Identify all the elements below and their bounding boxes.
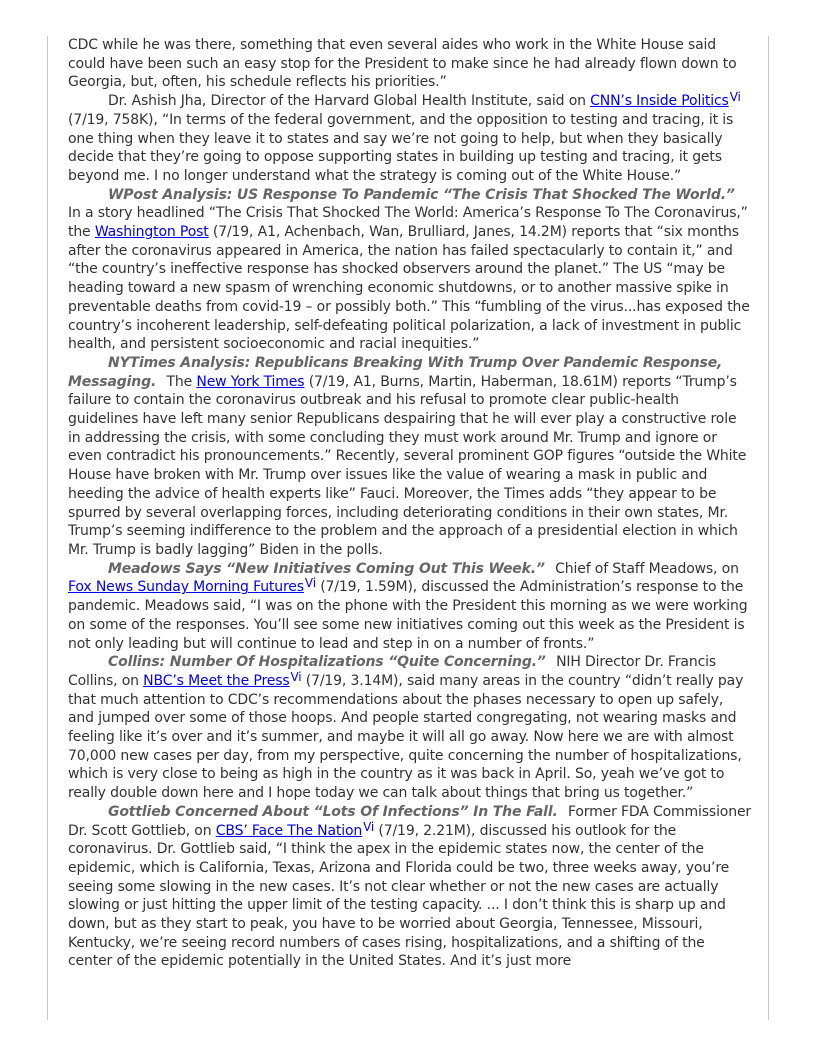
paragraph-jha-quote xyxy=(68,92,751,186)
video-indicator[interactable]: Vi xyxy=(290,669,302,684)
story-meadows xyxy=(68,560,751,654)
story-wpost-analysis xyxy=(68,186,751,354)
document-body xyxy=(68,36,751,971)
video-indicator[interactable]: Vi xyxy=(304,576,316,591)
paragraph-text: (7/19, A1, Achenbach, Wan, Brulliard, Janes, 14.2M) reports that “six months after the coronavirus appeared in America, the nation has failed spectacularly to contain it,” and “the country’s ineffective response has shocked observers around the planet.” The US “may be heading toward a new spasm of wrenching economic shutdowns, or to another massive spike in preventable deaths from covid-19 – or possibly both.” This “fumbling of the virus...has exposed the country’s incoherent leadership, self-defeating political polarization, a lack of investment in public health, and persistent socioeconomic and racial inequities.” xyxy=(68,224,750,353)
story-collins xyxy=(68,653,751,803)
source-link-fox-news-sunday[interactable]: Fox News Sunday Morning Futures xyxy=(68,579,304,596)
source-link-cnn-inside-politics[interactable]: CNN’s Inside Politics xyxy=(590,93,729,110)
source-link-cbs-face-the-nation[interactable]: CBS’ Face The Nation xyxy=(215,822,363,839)
story-headline: WPost Analysis: US Response To Pandemic “The Crisis That Shocked The World.” xyxy=(108,186,735,203)
source-link-washington-post[interactable]: Washington Post xyxy=(94,224,209,241)
paragraph-text: (7/19, 3.14M), said many areas in the country “didn’t really pay that much attention to CDC’s recommendations about the phases necessary to open up safely, and jumped over some of those hoops. And people started congregating, not wearing masks and feeling like it’s over and it’s summer, and maybe it will all go away. Now here we are with almost 70,000 new cases per day, from my perspective, quite concerning the number of hospitalizations, which is very close to being as high in the country as it was back in April. So, yeah we’ve got to really double down here and I hope today we can talk about things that bring us together.” xyxy=(68,672,744,802)
source-link-nbc-meet-the-press[interactable]: NBC’s Meet the Press xyxy=(143,672,290,689)
video-indicator[interactable]: Vi xyxy=(363,819,375,834)
source-link-new-york-times[interactable]: New York Times xyxy=(196,373,305,390)
paragraph-cdc-continuation xyxy=(68,36,751,92)
paragraph-text: Chief of Staff Meadows, on xyxy=(555,560,739,577)
paragraph-text: NIH Director Dr. Francis Collins, on xyxy=(68,654,717,689)
story-headline: Collins: Number Of Hospitalizations “Quite Concerning.” xyxy=(108,654,546,671)
story-gottlieb xyxy=(68,803,751,971)
left-margin-rule xyxy=(47,36,48,1020)
paragraph-text: (7/19, 2.21M), discussed his outlook for the coronavirus. Dr. Gottlieb said, “I think the apex in the epidemic states now, the center of the epidemic, which is California, Texas, Arizona and Florida could be two, three weeks away, you’re seeing some slowing in the new cases. It’s not clear whether or not the new cases are actually slowing or just hitting the upper limit of the testing capacity. ... I don’t think this is sharp up and down, but as they start to peak, you have to be worried about Georgia, Tennessee, Missouri, Kentucky, we’re seeing record numbers of cases rising, hospitalizations, and a shifting of the center of the epidemic potentially in the United States. And it’s just more xyxy=(68,822,730,970)
paragraph-text: In a story headlined “The Crisis That Shocked The World: America’s Response To The Coronavirus,” the xyxy=(68,205,748,241)
paragraph-text: The xyxy=(166,373,197,390)
story-headline: NYTimes Analysis: Republicans Breaking With Trump Over Pandemic Response, Messaging. xyxy=(68,354,723,390)
video-indicator[interactable]: Vi xyxy=(729,90,741,105)
paragraph-text: CDC while he was there, something that even several aides who work in the White House said could have been such an easy stop for the President to make since he had already flown down to Georgia, but, often, his schedule reflects his priorities.” xyxy=(68,37,737,91)
paragraph-text: Former FDA Commissioner Dr. Scott Gottlieb, on xyxy=(68,803,752,839)
story-nytimes-analysis xyxy=(68,354,751,560)
paragraph-text: (7/19, A1, Burns, Martin, Haberman, 18.61M) reports “Trump’s failure to contain the coronavirus outbreak and his refusal to promote clear public-health guidelines have left many senior Republicans despairing that he will ever play a constructive role in addressing the crisis, with some concluding they must work around Mr. Trump and ignore or even contradict his pronouncements.” Recently, several prominent GOP figures “outside the White House have broken with Mr. Trump over issues like the value of wearing a mask in public and heeding the advice of health experts like” Fauci. Moreover, the Times adds “they appear to be spurred by several overlapping forces, including deteriorating conditions in their own states, Mr. Trump’s seeming indifference to the problem and the approach of a presidential election in which Mr. Trump is badly lagging” Biden in the polls. xyxy=(68,373,747,558)
paragraph-text: (7/19, 758K), “In terms of the federal government, and the opposition to testing and tracing, it is one thing when they leave it to states and say we’re not going to help, but when they basically decide that they’re going to oppose supporting states in building up testing and tracing, it gets beyond me. I no longer understand what the strategy is coming out of the White House.” xyxy=(68,111,734,184)
paragraph-text: (7/19, 1.59M), discussed the Administration’s response to the pandemic. Meadows said, “I was on the phone with the President this morning as we were working on some of the responses. You’ll see some new initiatives coming out this week as the President is not only leading but will continue to lead and step in on a number of fronts.” xyxy=(68,579,748,652)
paragraph-text: Dr. Ashish Jha, Director of the Harvard Global Health Institute, said on xyxy=(108,93,591,110)
story-headline: Meadows Says “New Initiatives Coming Out This Week.” xyxy=(108,560,545,577)
right-margin-rule xyxy=(768,36,769,1020)
story-headline: Gottlieb Concerned About “Lots Of Infections” In The Fall. xyxy=(108,803,558,820)
